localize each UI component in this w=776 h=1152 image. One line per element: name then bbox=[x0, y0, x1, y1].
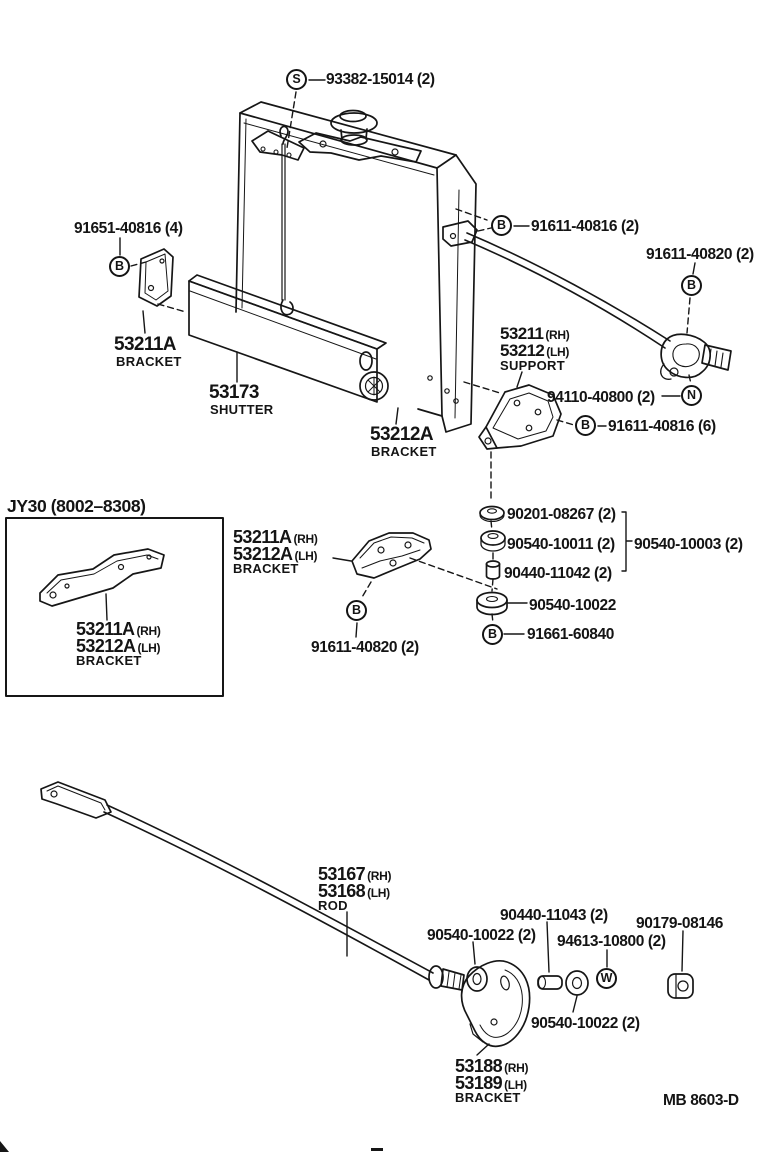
grommet-bottom-drawing bbox=[566, 971, 588, 995]
part-name-rod: ROD bbox=[318, 898, 348, 913]
callout-bolt-support-icon: B bbox=[575, 415, 596, 436]
part-number-mid-lh: 53212A bbox=[233, 544, 293, 564]
part-number-screw-top: 93382-15014 (2) bbox=[326, 71, 435, 88]
figure-code: MB 8603-D bbox=[663, 1092, 739, 1109]
part-number-bracket-left: 53211A bbox=[114, 334, 176, 355]
bracket-53188-drawing bbox=[462, 961, 530, 1046]
part-number-grommet-large: 90540-10022 bbox=[529, 597, 616, 614]
part-number-washer-rod: 94613-10800 (2) bbox=[557, 933, 666, 950]
part-number-hardware-set: 90540-10003 (2) bbox=[634, 536, 743, 553]
callout-bolt-topright-icon: B bbox=[491, 215, 512, 236]
inset-box bbox=[6, 518, 223, 696]
part-number-bolt-right: 91611-40820 (2) bbox=[646, 246, 754, 263]
part-name-bottom-bracket: BRACKET bbox=[455, 1090, 521, 1105]
callout-bolt-stack-icon: B bbox=[482, 624, 503, 645]
callout-nut-clamp-icon: N bbox=[681, 385, 702, 406]
inset-bracket-drawing bbox=[40, 549, 164, 606]
part-number-rod-lh: 53168 bbox=[318, 881, 366, 901]
callout-washer-icon: W bbox=[596, 968, 617, 989]
part-number-grommet-rod: 90540-10022 (2) bbox=[427, 927, 536, 944]
collar-rod-drawing bbox=[538, 976, 562, 989]
suffix-rh: (RH) bbox=[545, 328, 570, 342]
radiator-drawing bbox=[236, 102, 476, 432]
callout-screw-icon: S bbox=[286, 69, 307, 90]
part-number-shutter: 53173 bbox=[209, 382, 259, 403]
part-number-washer-top: 90201-08267 (2) bbox=[507, 506, 616, 523]
nut-drawing bbox=[668, 974, 693, 998]
shutter-hanger-drawing bbox=[252, 126, 304, 314]
part-number-mid-bolt: 91611-40820 (2) bbox=[311, 639, 419, 656]
suffix-lh: (LH) bbox=[367, 886, 390, 900]
part-name-bracket-left: BRACKET bbox=[116, 354, 182, 369]
part-name-inset-bracket: BRACKET bbox=[76, 653, 142, 668]
part-number-nut-rod: 90179-08146 bbox=[636, 915, 723, 932]
callout-bolt-right-icon: B bbox=[681, 275, 702, 296]
suffix-lh: (LH) bbox=[546, 345, 570, 359]
bracket-mid-drawing bbox=[352, 533, 431, 578]
part-number-collar-upper: 90440-11042 (2) bbox=[504, 565, 612, 582]
control-rod-lower-drawing bbox=[41, 782, 464, 990]
part-number-clamp-nut: 94110-40800 (2) bbox=[547, 389, 655, 406]
part-number-bolt-lower: 91661-60840 bbox=[527, 626, 614, 643]
suffix-lh: (LH) bbox=[504, 1078, 527, 1092]
part-number-bolt-topright: 91611-40816 (2) bbox=[531, 218, 639, 235]
part-name-support: SUPPORT bbox=[500, 358, 565, 373]
part-number-support-lh: 53212 bbox=[500, 341, 545, 360]
part-name-shutter: SHUTTER bbox=[210, 402, 274, 417]
rod-clamp-drawing bbox=[661, 334, 731, 379]
callout-bolt-left-icon: B bbox=[109, 256, 130, 277]
part-number-inset-lh: 53212A bbox=[76, 636, 136, 656]
part-number-support-bolt: 91611-40816 (6) bbox=[608, 418, 716, 435]
part-group-support bbox=[500, 324, 569, 373]
part-number-collar-rod: 90440-11043 (2) bbox=[500, 907, 608, 924]
part-number-rod-rh: 53167 bbox=[318, 864, 366, 884]
suffix-rh: (RH) bbox=[504, 1061, 529, 1075]
suffix-lh: (LH) bbox=[294, 549, 318, 563]
part-number-bolt-left: 91651-40816 (4) bbox=[74, 220, 183, 237]
part-number-grommet-bottom: 90540-10022 (2) bbox=[531, 1015, 640, 1032]
part-group-rod bbox=[318, 864, 391, 913]
part-group-bottom-bracket bbox=[455, 1056, 528, 1105]
part-number-bottom-bracket-rh: 53188 bbox=[455, 1056, 503, 1076]
part-number-support-rh: 53211 bbox=[500, 324, 544, 343]
part-name-bracket-lower: BRACKET bbox=[371, 444, 437, 459]
part-number-bracket-lower: 53212A bbox=[370, 424, 433, 445]
suffix-rh: (RH) bbox=[293, 532, 318, 546]
scan-marks bbox=[0, 1141, 383, 1152]
part-group-mid-bracket bbox=[233, 527, 318, 576]
part-group-inset-bracket bbox=[76, 619, 161, 668]
bracket-53211a-drawing bbox=[139, 249, 173, 306]
suffix-rh: (RH) bbox=[367, 869, 392, 883]
part-number-grommet-upper: 90540-10011 (2) bbox=[507, 536, 615, 553]
part-number-mid-rh: 53211A bbox=[233, 527, 292, 547]
part-number-inset-rh: 53211A bbox=[76, 619, 135, 639]
callout-bolt-mid-icon: B bbox=[346, 600, 367, 621]
suffix-rh: (RH) bbox=[136, 624, 161, 638]
hardware-stack-drawing bbox=[477, 507, 507, 615]
inset-title: JY30 (8002–8308) bbox=[7, 496, 146, 516]
grommet-rod-drawing bbox=[467, 967, 487, 991]
suffix-lh: (LH) bbox=[137, 641, 161, 655]
part-number-bottom-bracket-lh: 53189 bbox=[455, 1073, 503, 1093]
part-name-mid-bracket: BRACKET bbox=[233, 561, 299, 576]
